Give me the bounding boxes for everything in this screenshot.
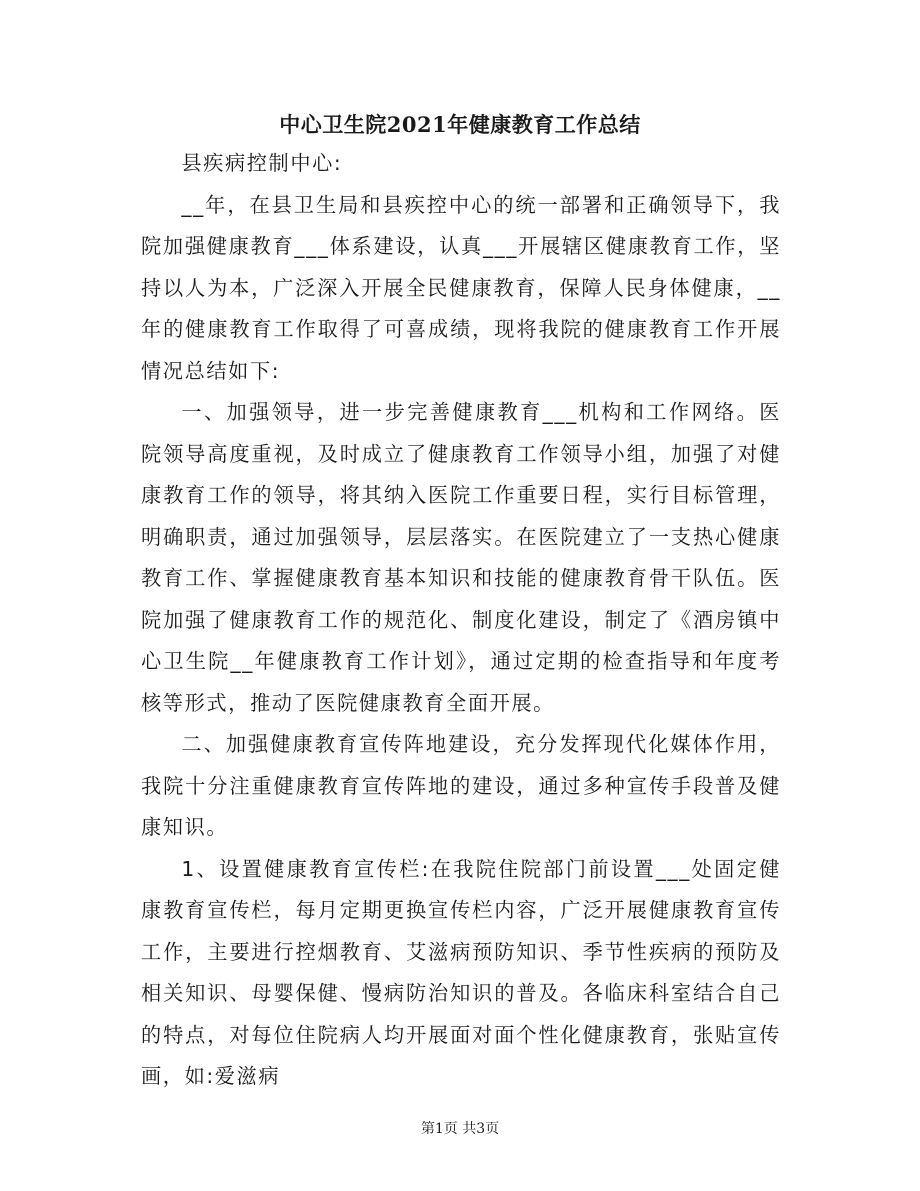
paragraph-salutation: 县疾病控制中心: [181,151,343,175]
page-number-footer: 第1页 共3页 [420,1121,500,1137]
paragraph-item-one: 1、设置健康教育宣传栏:在我院住院部门前设置___处固定健康教育宣传栏，每月定期更换宣传栏内容，广泛开展健康教育宣传工作，主要进行控烟教育、艾滋病预防知识、季节性疾病的预防及相关知识、母婴保健、慢病防治知识的普及。各临床科室结合自己的特点，对每位住院病人均开展面对面个性化健康教育，张贴宣传画，如:爱滋病 [141,856,781,1088]
paragraph-section-two: 二、加强健康教育宣传阵地建设，充分发挥现代化媒体作用，我院十分注重健康教育宣传阵地的建设，通过多种宣传手段普及健康知识。 [141,732,781,839]
paragraph-intro: __年，在县卫生局和县疾控中心的统一部署和正确领导下，我院加强健康教育___体系建设，认真___开展辖区健康教育工作，坚持以人为本，广泛深入开展全民健康教育，保障人民身体健康，__年的健康教育工作取得了可喜成绩，现将我院的健康教育工作开展情况总结如下: [141,192,781,383]
paragraph-section-one: 一、加强领导，进一步完善健康教育___机构和工作网络。医院领导高度重视，及时成立了健康教育工作领导小组，加强了对健康教育工作的领导，将其纳入医院工作重要日程，实行目标管理，明确职责，通过加强领导，层层落实。在医院建立了一支热心健康教育工作、掌握健康教育基本知识和技能的健康教育骨干队伍。医院加强了健康教育工作的规范化、制度化建设，制定了《酒房镇中心卫生院__年健康教育工作计划》，通过定期的检查指导和年度考核等形式，推动了医院健康教育全面开展。 [141,400,781,715]
document-title: 中心卫生院2021年健康教育工作总结 [279,112,641,137]
document-body [141,143,781,1098]
